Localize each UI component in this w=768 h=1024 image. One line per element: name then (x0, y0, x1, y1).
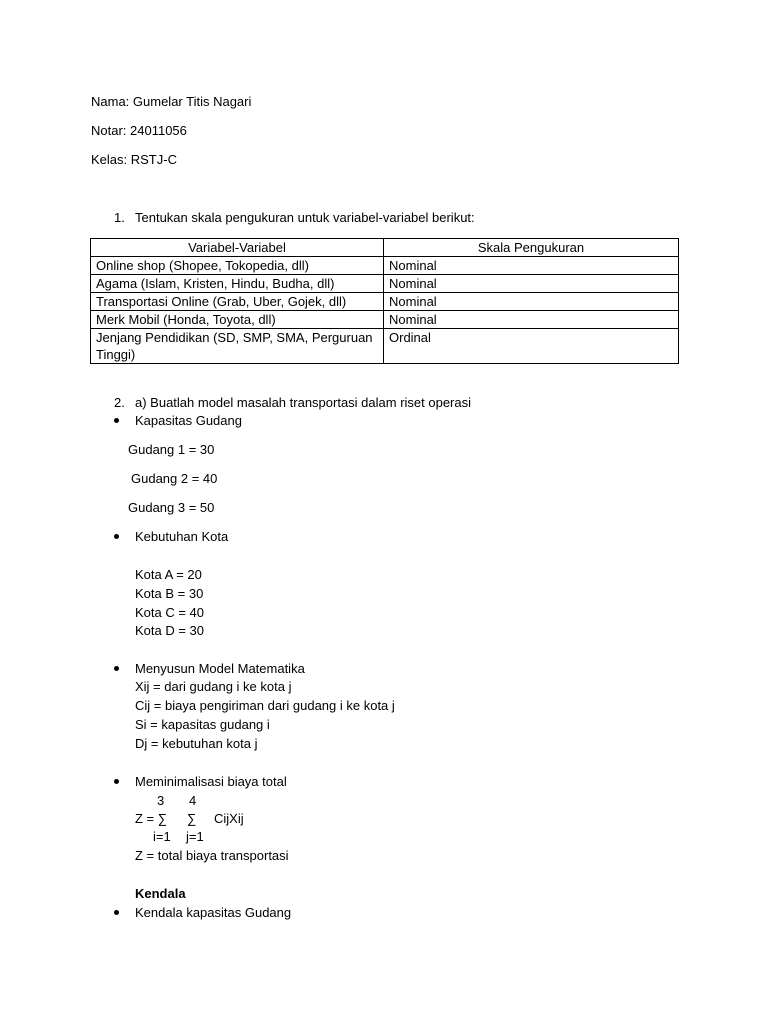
gudang-3: Gudang 3 = 50 (128, 500, 215, 515)
table-cell-variable: Merk Mobil (Honda, Toyota, dll) (91, 311, 384, 329)
sum-upper-limit-i: 3 (157, 793, 165, 808)
measurement-scale-table (90, 238, 679, 364)
table-row (91, 311, 679, 329)
bullet-icon (114, 779, 119, 784)
objective-definition: Z = total biaya transportasi (135, 848, 289, 863)
question-2-number: 2. (114, 395, 125, 410)
table-row (91, 275, 679, 293)
minimize-title: Meminimalisasi biaya total (135, 774, 287, 789)
gudang-2: Gudang 2 = 40 (131, 471, 218, 486)
table-cell-variable: Jenjang Pendidikan (SD, SMP, SMA, Perguruan Tinggi) (91, 329, 384, 364)
model-dj: Dj = kebutuhan kota j (135, 736, 258, 751)
sum-symbol-j: ∑ (187, 811, 197, 826)
sum-lower-limit-i: i=1 (153, 829, 171, 844)
bullet-icon (114, 910, 119, 915)
table-row (91, 329, 679, 364)
table-cell-scale: Nominal (384, 293, 679, 311)
table-cell-scale: Nominal (384, 311, 679, 329)
objective-term: CijXij (214, 811, 244, 826)
kendala-item: Kendala kapasitas Gudang (135, 905, 292, 920)
kota-c: Kota C = 40 (135, 605, 205, 620)
table-row (91, 293, 679, 311)
model-xij: Xij = dari gudang i ke kota j (135, 679, 292, 694)
table-header-row (91, 239, 679, 257)
kota-d: Kota D = 30 (135, 623, 205, 638)
question-1-text: Tentukan skala pengukuran untuk variabel-variabel berikut: (135, 210, 475, 225)
table-cell-variable: Transportasi Online (Grab, Uber, Gojek, dll) (91, 293, 384, 311)
table-header-variable: Variabel-Variabel (91, 239, 384, 257)
bullet-icon (114, 534, 119, 539)
bullet-icon (114, 418, 119, 423)
kota-b: Kota B = 30 (135, 586, 204, 601)
model-title: Menyusun Model Matematika (135, 661, 305, 676)
kebutuhan-title: Kebutuhan Kota (135, 529, 229, 544)
sum-lower-limit-j: j=1 (186, 829, 204, 844)
question-1-number: 1. (114, 210, 125, 225)
table-cell-scale: Nominal (384, 275, 679, 293)
objective-z: Z = ∑ (135, 811, 168, 826)
kapasitas-title: Kapasitas Gudang (135, 413, 242, 428)
bullet-icon (114, 666, 119, 671)
question-2-text: a) Buatlah model masalah transportasi dalam riset operasi (135, 395, 472, 410)
kendala-heading: Kendala (135, 886, 186, 901)
table-row (91, 257, 679, 275)
sum-upper-limit-j: 4 (189, 793, 197, 808)
table-header-scale: Skala Pengukuran (384, 239, 679, 257)
model-cij: Cij = biaya pengiriman dari gudang i ke kota j (135, 698, 395, 713)
student-notar: Notar: 24011056 (91, 123, 187, 138)
table-cell-scale: Ordinal (384, 329, 679, 364)
student-class: Kelas: RSTJ-C (91, 152, 177, 167)
table-cell-variable: Online shop (Shopee, Tokopedia, dll) (91, 257, 384, 275)
student-name: Nama: Gumelar Titis Nagari (91, 94, 252, 109)
model-si: Si = kapasitas gudang i (135, 717, 270, 732)
table-cell-scale: Nominal (384, 257, 679, 275)
table-cell-variable: Agama (Islam, Kristen, Hindu, Budha, dll) (91, 275, 384, 293)
kota-a: Kota A = 20 (135, 567, 202, 582)
gudang-1: Gudang 1 = 30 (128, 442, 215, 457)
